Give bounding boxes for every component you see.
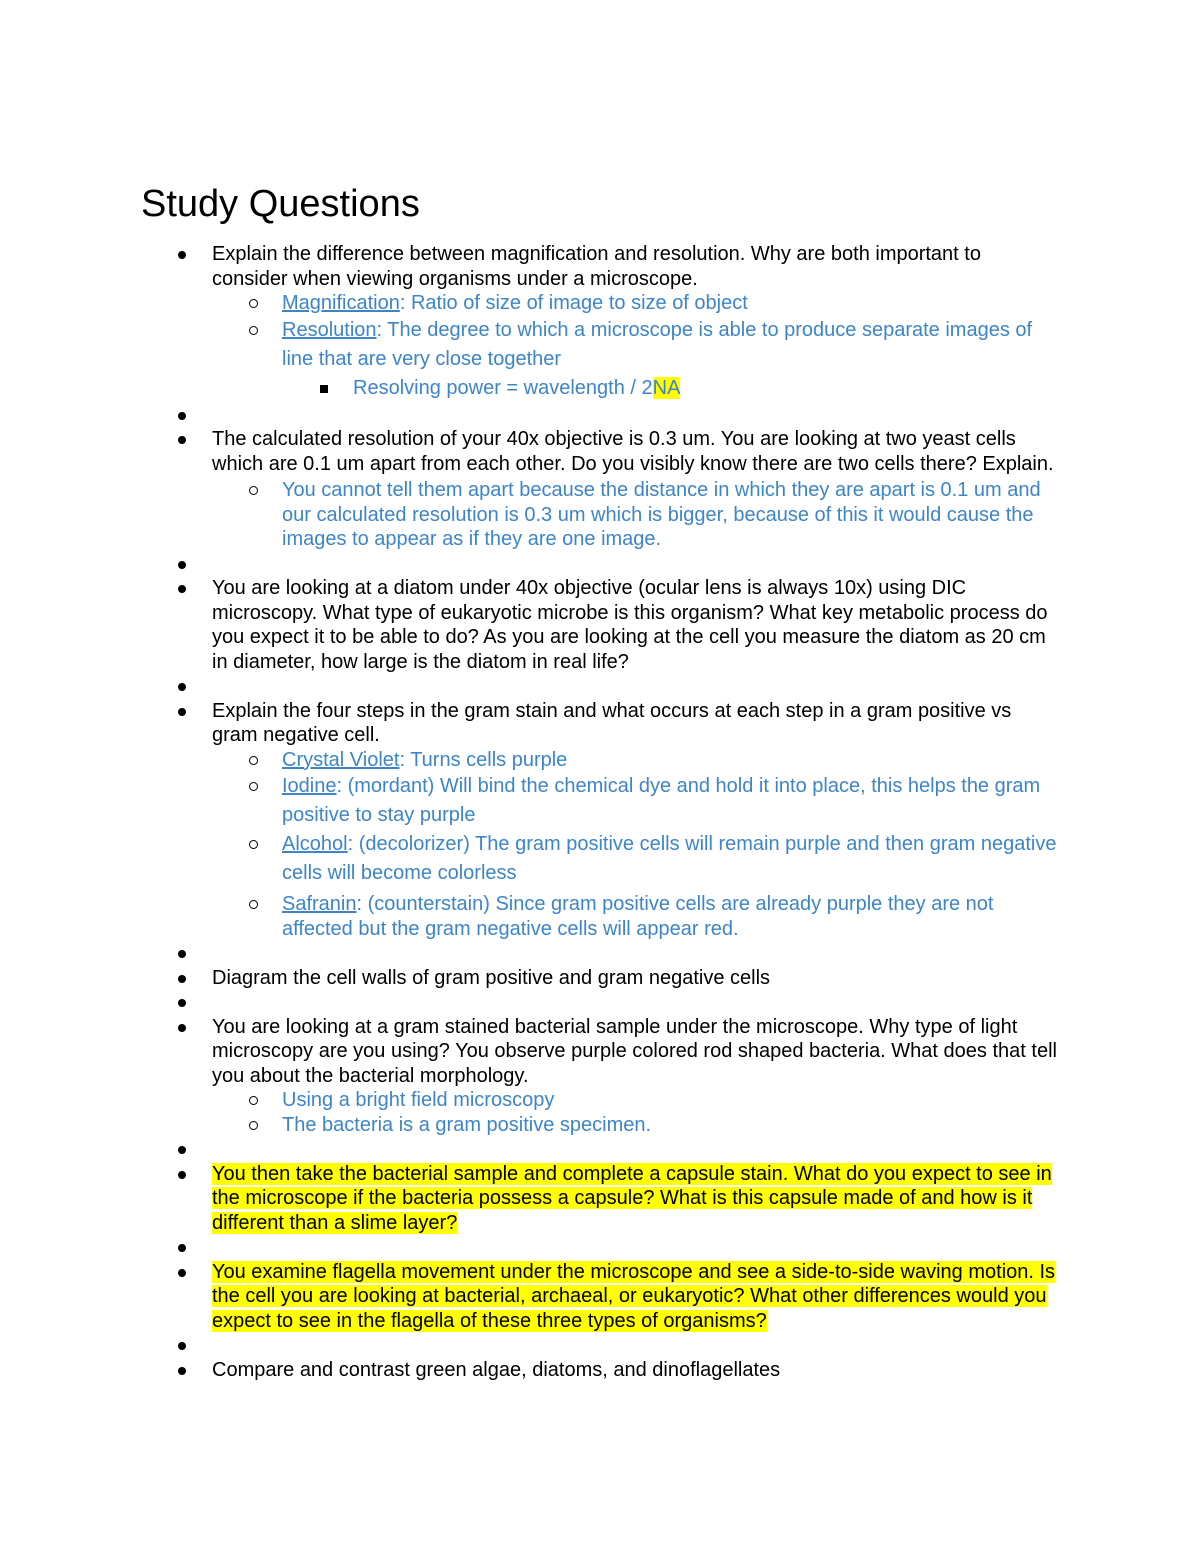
answer-term: Resolution	[282, 318, 377, 341]
answer-item	[0, 1088, 1200, 1113]
bullet-disc-icon	[178, 1342, 186, 1350]
bullet-circle-icon	[249, 1121, 258, 1130]
question-item	[0, 699, 1200, 748]
empty-bullet	[0, 552, 1200, 577]
question-text: You are looking at a diatom under 40x objective (ocular lens is always 10x) using DIC microscopy. What type of eukaryotic microbe is this organism? What key metabolic process do you expect it to be able to do? As you are looking at the cell you measure the diatom as 20 cm in diameter, how large is the diatom in real life?	[212, 577, 1048, 673]
answer-item	[0, 748, 1200, 773]
question-text: Compare and contrast green algae, diatoms, and dinoflagellates	[212, 1358, 781, 1381]
bullet-disc-icon	[178, 561, 186, 569]
sub-answer-text: Resolving power = wavelength / 2	[353, 376, 653, 399]
answer-term: Magnification	[282, 292, 400, 314]
sub-answer-item	[0, 374, 1200, 403]
question-item	[0, 1358, 1200, 1383]
answer-item	[0, 291, 1200, 316]
answer-term: Crystal Violet	[282, 748, 400, 771]
empty-bullet	[0, 990, 1200, 1015]
bullet-disc-icon	[178, 1367, 186, 1375]
bullet-circle-icon	[249, 840, 258, 849]
question-list	[0, 242, 1200, 1382]
answer-term: Iodine	[282, 775, 337, 797]
empty-bullet	[0, 1235, 1200, 1260]
answer-item	[0, 1113, 1200, 1138]
question-text-highlighted: You examine flagella movement under the microscope and see a side-to-side waving motion. Is the cell you are looking at bacterial, archaeal, or eukaryotic? What other differences would you expect to see in the flagella of these three types of organisms?	[212, 1260, 1056, 1332]
question-text: You are looking at a gram stained bacterial sample under the microscope. Why type of light microscopy are you using? You observe purple colored rod shaped bacteria. What does that tell you about the bacterial morphology.	[212, 1015, 1057, 1087]
bullet-disc-icon	[178, 1269, 186, 1277]
question-item	[0, 576, 1200, 674]
empty-bullet	[0, 674, 1200, 699]
bullet-disc-icon	[178, 1024, 186, 1032]
empty-bullet	[0, 1333, 1200, 1358]
bullet-disc-icon	[178, 1244, 186, 1252]
question-text: The calculated resolution of your 40x objective is 0.3 um. You are looking at two yeast cells which are 0.1 um apart from each other. Do you visibly know there are two cells there? Explain.	[212, 428, 1054, 475]
bullet-circle-icon	[249, 1096, 258, 1105]
bullet-square-icon	[320, 385, 328, 393]
question-text-highlighted: You then take the bacterial sample and complete a capsule stain. What do you expect to see in the microscope if the bacteria possess a capsule? What is this capsule made of and how is it different than a slime layer?	[212, 1162, 1052, 1234]
bullet-disc-icon	[178, 251, 186, 259]
empty-bullet	[0, 403, 1200, 428]
bullet-circle-icon	[249, 326, 258, 335]
bullet-disc-icon	[178, 950, 186, 958]
answer-text: You cannot tell them apart because the distance in which they are apart is 0.1 um and our calculated resolution is 0.3 um which is bigger, because of this it would cause the images to appear as if they are one image.	[282, 479, 1041, 550]
bullet-disc-icon	[178, 683, 186, 691]
question-item	[0, 427, 1200, 476]
bullet-disc-icon	[178, 412, 186, 420]
bullet-disc-icon	[178, 999, 186, 1007]
answer-item	[0, 478, 1200, 552]
page-title: Study Questions	[141, 183, 420, 225]
question-item	[0, 1260, 1200, 1334]
answer-term: Safranin	[282, 893, 357, 915]
bullet-disc-icon	[178, 975, 186, 983]
answer-text: : (mordant) Will bind the chemical dye and hold it into place, this helps the gram positive to stay purple	[282, 775, 1041, 826]
question-item	[0, 966, 1200, 991]
bullet-disc-icon	[178, 436, 186, 444]
question-item	[0, 1015, 1200, 1089]
answer-item	[0, 316, 1200, 374]
highlighted-text: NA	[652, 376, 681, 399]
question-item	[0, 1162, 1200, 1236]
bullet-circle-icon	[249, 900, 258, 909]
question-item	[0, 242, 1200, 291]
question-text: Explain the four steps in the gram stain and what occurs at each step in a gram positive vs gram negative cell.	[212, 699, 1012, 746]
answer-item	[0, 772, 1200, 830]
bullet-disc-icon	[178, 1146, 186, 1154]
bullet-disc-icon	[178, 1171, 186, 1179]
question-text: Explain the difference between magnification and resolution. Why are both important to consider when viewing organisms under a microscope.	[212, 243, 981, 290]
answer-text: : The degree to which a microscope is able to produce separate images of line that are very close together	[282, 318, 1033, 370]
empty-bullet	[0, 941, 1200, 966]
answer-item	[0, 830, 1200, 888]
bullet-circle-icon	[249, 299, 258, 308]
bullet-circle-icon	[249, 756, 258, 765]
answer-text: : (decolorizer) The gram positive cells will remain purple and then gram negative cells will become colorless	[282, 833, 1057, 884]
bullet-circle-icon	[249, 486, 258, 495]
answer-text: : Ratio of size of image to size of object	[399, 292, 748, 314]
answer-text: : (counterstain) Since gram positive cells are already purple they are not affected but the gram negative cells will appear red.	[282, 893, 994, 940]
bullet-circle-icon	[249, 782, 258, 791]
answer-text: The bacteria is a gram positive specimen.	[282, 1113, 652, 1136]
answer-item	[0, 892, 1200, 941]
bullet-disc-icon	[178, 708, 186, 716]
answer-text: : Turns cells purple	[399, 748, 568, 771]
question-text: Diagram the cell walls of gram positive and gram negative cells	[212, 966, 771, 989]
empty-bullet	[0, 1137, 1200, 1162]
bullet-disc-icon	[178, 585, 186, 593]
answer-term: Alcohol	[282, 833, 348, 855]
answer-text: Using a bright field microscopy	[282, 1089, 555, 1111]
